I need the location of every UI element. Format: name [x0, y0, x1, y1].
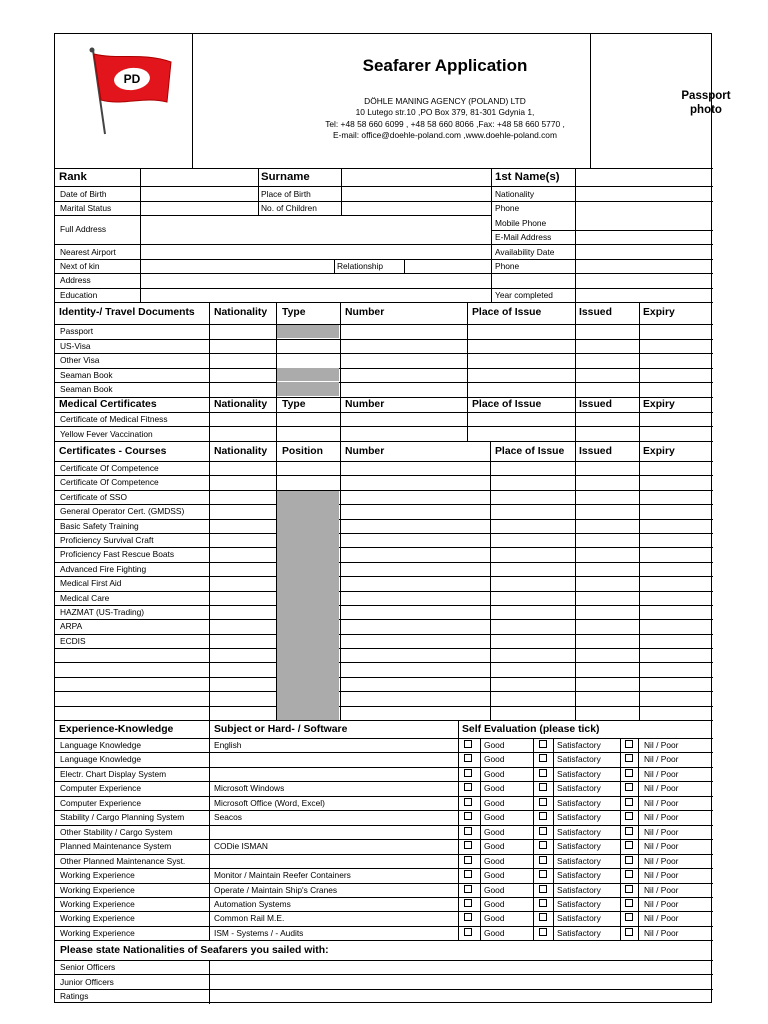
nil-poor-label: Nil / Poor	[644, 754, 679, 764]
travel-doc-row-label: Seaman Book	[60, 384, 113, 394]
satisfactory-label: Satisfactory	[557, 885, 601, 895]
experience-subject-input[interactable]	[210, 767, 457, 781]
nearest-airport-label: Nearest Airport	[60, 247, 116, 257]
shaded-cell	[277, 325, 339, 338]
company-address: 10 Lutego str.10 ,PO Box 379, 81-301 Gdynia 1,	[355, 107, 535, 118]
nil-poor-checkbox[interactable]	[625, 870, 633, 878]
satisfactory-checkbox[interactable]	[539, 928, 547, 936]
good-label: Good	[484, 754, 505, 764]
nil-poor-checkbox[interactable]	[625, 899, 633, 907]
medical-row-label: Yellow Fever Vaccination	[60, 429, 153, 439]
company-phones: Tel: +48 58 660 6099 , +48 58 660 8066 ,Fax: +48 58 660 5770 ,	[325, 118, 565, 129]
shaded-cell	[277, 368, 339, 381]
form-title: Seafarer Application	[362, 56, 528, 75]
experience-row-label: Planned Maintenance System	[60, 841, 172, 851]
satisfactory-checkbox[interactable]	[539, 812, 547, 820]
satisfactory-label: Satisfactory	[557, 899, 601, 909]
certificate-row-label: Proficiency Fast Rescue Boats	[60, 549, 175, 559]
phone-label: Phone	[495, 203, 520, 213]
certificate-row-fields[interactable]	[210, 605, 639, 619]
experience-row-subject: Seacos	[214, 812, 242, 822]
medical-header-4: Place of Issue	[472, 399, 542, 410]
experience-subject-input[interactable]	[210, 752, 457, 766]
travel-docs-header-1: Nationality	[214, 307, 268, 318]
good-checkbox[interactable]	[464, 928, 472, 936]
certificate-row-label: ARPA	[60, 621, 83, 631]
good-checkbox[interactable]	[464, 769, 472, 777]
nil-poor-checkbox[interactable]	[625, 827, 633, 835]
nil-poor-checkbox[interactable]	[625, 769, 633, 777]
certificate-row-label: General Operator Cert. (GMDSS)	[60, 506, 185, 516]
rank-label: Rank	[59, 171, 87, 183]
nil-poor-checkbox[interactable]	[625, 740, 633, 748]
certificate-row-label: HAZMAT (US-Trading)	[60, 607, 145, 617]
nationalities-input[interactable]	[210, 975, 712, 989]
good-label: Good	[484, 856, 505, 866]
certificate-row-label: Certificate of SSO	[60, 492, 128, 502]
certificate-row-fields[interactable]	[210, 648, 639, 662]
certificate-row-fields[interactable]	[210, 619, 639, 633]
certificate-row-fields[interactable]	[210, 490, 639, 504]
logo-text: PD	[123, 72, 141, 86]
satisfactory-label: Satisfactory	[557, 798, 601, 808]
nationalities-heading: Please state Nationalities of Seafarers you sailed with:	[60, 945, 329, 956]
certificates-header-6: Expiry	[643, 446, 675, 457]
availability-date-label: Availability Date	[495, 247, 555, 257]
nil-poor-label: Nil / Poor	[644, 841, 679, 851]
good-label: Good	[484, 870, 505, 880]
nil-poor-checkbox[interactable]	[625, 856, 633, 864]
surname-input[interactable]	[342, 169, 490, 186]
medical-header-6: Expiry	[643, 399, 675, 410]
company-name: DÖHLE MANING AGENCY (POLAND) LTD	[364, 96, 526, 106]
relationship-label: Relationship	[337, 261, 384, 271]
experience-header-0: Experience-Knowledge	[59, 724, 174, 735]
certificate-row-fields[interactable]	[210, 662, 639, 676]
medical-header-1: Nationality	[214, 399, 268, 410]
nationalities-input[interactable]	[210, 960, 712, 974]
children-label: No. of Children	[261, 203, 317, 213]
place-of-birth-label: Place of Birth	[261, 189, 311, 199]
next-of-kin-label: Next of kin	[60, 261, 100, 271]
experience-row-subject: Operate / Maintain Ship's Cranes	[214, 885, 338, 895]
nil-poor-label: Nil / Poor	[644, 928, 679, 938]
good-checkbox[interactable]	[464, 899, 472, 907]
certificates-header-3: Number	[345, 446, 385, 457]
nationality-label: Nationality	[495, 189, 535, 199]
year-completed-label: Year completed	[495, 290, 553, 300]
company-email: E-mail: office@doehle-poland.com ,www.doehle-poland.com	[333, 130, 557, 141]
nil-poor-label: Nil / Poor	[644, 856, 679, 866]
experience-row-subject: English	[214, 740, 242, 750]
travel-docs-header-2: Type	[282, 307, 306, 318]
certificate-row-fields[interactable]	[210, 706, 639, 720]
nil-poor-label: Nil / Poor	[644, 885, 679, 895]
certificate-row-fields[interactable]	[210, 533, 639, 547]
nil-poor-label: Nil / Poor	[644, 870, 679, 880]
good-checkbox[interactable]	[464, 754, 472, 762]
satisfactory-label: Satisfactory	[557, 928, 601, 938]
first-names-input[interactable]	[576, 169, 712, 186]
satisfactory-checkbox[interactable]	[539, 913, 547, 921]
certificate-row-fields[interactable]	[210, 677, 639, 691]
nationalities-row-label: Junior Officers	[60, 977, 114, 987]
nil-poor-checkbox[interactable]	[625, 798, 633, 806]
satisfactory-label: Satisfactory	[557, 827, 601, 837]
medical-header-3: Number	[345, 399, 385, 410]
nationalities-input[interactable]	[210, 989, 712, 1003]
good-label: Good	[484, 913, 505, 923]
travel-doc-row-fields[interactable]	[210, 353, 639, 367]
experience-row-label: Stability / Cargo Planning System	[60, 812, 185, 822]
medical-header-0: Medical Certificates	[59, 399, 157, 410]
experience-row-label: Other Planned Maintenance Syst.	[60, 856, 186, 866]
company-details	[245, 96, 645, 142]
satisfactory-checkbox[interactable]	[539, 827, 547, 835]
experience-row-label: Computer Experience	[60, 783, 141, 793]
experience-row-subject: Microsoft Windows	[214, 783, 285, 793]
satisfactory-checkbox[interactable]	[539, 769, 547, 777]
certificate-row-fields[interactable]	[210, 504, 639, 518]
photo-label: photo	[690, 104, 722, 116]
full-address-label: Full Address	[60, 224, 107, 234]
full-address-input[interactable]	[141, 230, 490, 244]
good-checkbox[interactable]	[464, 812, 472, 820]
satisfactory-label: Satisfactory	[557, 913, 601, 923]
travel-doc-row-fields[interactable]	[210, 368, 639, 382]
certificate-row-label: Proficiency Survival Craft	[60, 535, 154, 545]
experience-row-label: Working Experience	[60, 913, 135, 923]
good-checkbox[interactable]	[464, 798, 472, 806]
experience-row-label: Other Stability / Cargo System	[60, 827, 173, 837]
certificate-row-fields[interactable]	[210, 475, 639, 489]
experience-row-subject: ISM - Systems / - Audits	[214, 928, 304, 938]
surname-label: Surname	[261, 171, 310, 183]
experience-header-1: Subject or Hard- / Software	[214, 724, 348, 735]
shaded-cell	[277, 491, 339, 720]
certificate-row-label: Basic Safety Training	[60, 521, 139, 531]
experience-row-subject: Microsoft Office (Word, Excel)	[214, 798, 325, 808]
good-label: Good	[484, 885, 505, 895]
satisfactory-checkbox[interactable]	[539, 754, 547, 762]
travel-docs-header-0: Identity-/ Travel Documents	[59, 307, 195, 318]
certificate-row-fields[interactable]	[210, 576, 639, 590]
travel-docs-header-3: Number	[345, 307, 385, 318]
certificate-row-fields[interactable]	[210, 461, 639, 475]
nil-poor-label: Nil / Poor	[644, 740, 679, 750]
email-address-label: E-Mail Address	[495, 232, 552, 242]
passport-photo-box[interactable]	[645, 89, 767, 117]
rank-input[interactable]	[141, 169, 257, 186]
good-checkbox[interactable]	[464, 841, 472, 849]
medical-row-label: Certificate of Medical Fitness	[60, 414, 168, 424]
good-label: Good	[484, 740, 505, 750]
good-label: Good	[484, 783, 505, 793]
certificate-row-fields[interactable]	[210, 519, 639, 533]
certificate-row-fields[interactable]	[210, 547, 639, 561]
travel-docs-header-6: Expiry	[643, 307, 675, 318]
travel-docs-header-5: Issued	[579, 307, 612, 318]
education-input[interactable]	[141, 288, 490, 302]
good-label: Good	[484, 899, 505, 909]
experience-row-subject: Common Rail M.E.	[214, 913, 285, 923]
satisfactory-label: Satisfactory	[557, 856, 601, 866]
certificate-row-label: ECDIS	[60, 636, 86, 646]
satisfactory-checkbox[interactable]	[539, 740, 547, 748]
satisfactory-label: Satisfactory	[557, 870, 601, 880]
certificate-row-label: Medical First Aid	[60, 578, 122, 588]
certificate-row-fields[interactable]	[210, 691, 639, 705]
nil-poor-checkbox[interactable]	[625, 885, 633, 893]
satisfactory-label: Satisfactory	[557, 769, 601, 779]
good-checkbox[interactable]	[464, 885, 472, 893]
good-label: Good	[484, 769, 505, 779]
good-label: Good	[484, 928, 505, 938]
education-label: Education	[60, 290, 98, 300]
good-label: Good	[484, 827, 505, 837]
experience-row-subject: Automation Systems	[214, 899, 291, 909]
satisfactory-checkbox[interactable]	[539, 783, 547, 791]
passport-label: Passport	[681, 90, 731, 102]
good-label: Good	[484, 798, 505, 808]
experience-row-label: Electr. Chart Display System	[60, 769, 167, 779]
address-label: Address	[60, 275, 91, 285]
travel-doc-row-fields[interactable]	[210, 324, 639, 338]
good-checkbox[interactable]	[464, 783, 472, 791]
certificate-row-fields[interactable]	[210, 562, 639, 576]
seafarer-application-form	[54, 33, 731, 1003]
experience-row-label: Working Experience	[60, 870, 135, 880]
nationalities-row-label: Senior Officers	[60, 962, 116, 972]
travel-doc-row-label: Other Visa	[60, 355, 100, 365]
certificate-row-fields[interactable]	[210, 591, 639, 605]
experience-subject-input[interactable]	[210, 825, 457, 839]
mobile-phone-label: Mobile Phone	[495, 218, 547, 228]
certificate-row-label: Certificate Of Competence	[60, 463, 159, 473]
certificates-header-1: Nationality	[214, 446, 268, 457]
satisfactory-label: Satisfactory	[557, 754, 601, 764]
travel-doc-row-label: US-Visa	[60, 341, 91, 351]
nil-poor-label: Nil / Poor	[644, 899, 679, 909]
medical-row-fields[interactable]	[210, 427, 639, 441]
medical-header-2: Type	[282, 399, 306, 410]
travel-doc-row-label: Passport	[60, 326, 94, 336]
satisfactory-checkbox[interactable]	[539, 899, 547, 907]
satisfactory-checkbox[interactable]	[539, 841, 547, 849]
nil-poor-label: Nil / Poor	[644, 812, 679, 822]
medical-header-5: Issued	[579, 399, 612, 410]
nil-poor-checkbox[interactable]	[625, 928, 633, 936]
nil-poor-label: Nil / Poor	[644, 798, 679, 808]
nil-poor-label: Nil / Poor	[644, 913, 679, 923]
satisfactory-checkbox[interactable]	[539, 856, 547, 864]
satisfactory-checkbox[interactable]	[539, 885, 547, 893]
satisfactory-label: Satisfactory	[557, 783, 601, 793]
travel-docs-header-4: Place of Issue	[472, 307, 542, 318]
medical-row-fields[interactable]	[210, 412, 639, 426]
experience-subject-input[interactable]	[210, 854, 457, 868]
certificates-header-5: Issued	[579, 446, 612, 457]
date-of-birth-label: Date of Birth	[60, 189, 107, 199]
nil-poor-label: Nil / Poor	[644, 769, 679, 779]
travel-doc-row-fields[interactable]	[210, 382, 639, 396]
certificates-header-4: Place of Issue	[495, 446, 565, 457]
nil-poor-label: Nil / Poor	[644, 827, 679, 837]
good-label: Good	[484, 812, 505, 822]
company-flag-logo	[83, 46, 183, 141]
nil-poor-checkbox[interactable]	[625, 913, 633, 921]
certificates-header-2: Position	[282, 446, 323, 457]
experience-row-subject: Monitor / Maintain Reefer Containers	[214, 870, 351, 880]
nil-poor-checkbox[interactable]	[625, 841, 633, 849]
satisfactory-label: Satisfactory	[557, 740, 601, 750]
satisfactory-label: Satisfactory	[557, 812, 601, 822]
nationalities-row-label: Ratings	[60, 991, 89, 1001]
experience-row-label: Working Experience	[60, 928, 135, 938]
experience-row-label: Language Knowledge	[60, 754, 142, 764]
shaded-cell	[277, 382, 339, 396]
good-checkbox[interactable]	[464, 740, 472, 748]
first-names-label: 1st Name(s)	[495, 171, 560, 183]
satisfactory-checkbox[interactable]	[539, 798, 547, 806]
marital-status-label: Marital Status	[60, 203, 112, 213]
experience-row-label: Language Knowledge	[60, 740, 142, 750]
nil-poor-checkbox[interactable]	[625, 754, 633, 762]
kin-phone-label: Phone	[495, 261, 520, 271]
experience-header-2: Self Evaluation (please tick)	[462, 724, 600, 735]
certificates-header-0: Certificates - Courses	[59, 446, 167, 457]
good-checkbox[interactable]	[464, 827, 472, 835]
good-label: Good	[484, 841, 505, 851]
satisfactory-checkbox[interactable]	[539, 870, 547, 878]
travel-doc-row-label: Seaman Book	[60, 370, 113, 380]
nil-poor-checkbox[interactable]	[625, 783, 633, 791]
certificate-row-label: Medical Care	[60, 593, 110, 603]
satisfactory-label: Satisfactory	[557, 841, 601, 851]
experience-row-label: Working Experience	[60, 899, 135, 909]
experience-row-subject: CODie ISMAN	[214, 841, 268, 851]
nil-poor-checkbox[interactable]	[625, 812, 633, 820]
certificate-row-label: Advanced Fire Fighting	[60, 564, 147, 574]
good-checkbox[interactable]	[464, 870, 472, 878]
certificate-row-fields[interactable]	[210, 634, 639, 648]
experience-row-label: Computer Experience	[60, 798, 141, 808]
experience-row-label: Working Experience	[60, 885, 135, 895]
certificate-row-label: Certificate Of Competence	[60, 477, 159, 487]
travel-doc-row-fields[interactable]	[210, 339, 639, 353]
nil-poor-label: Nil / Poor	[644, 783, 679, 793]
good-checkbox[interactable]	[464, 913, 472, 921]
good-checkbox[interactable]	[464, 856, 472, 864]
